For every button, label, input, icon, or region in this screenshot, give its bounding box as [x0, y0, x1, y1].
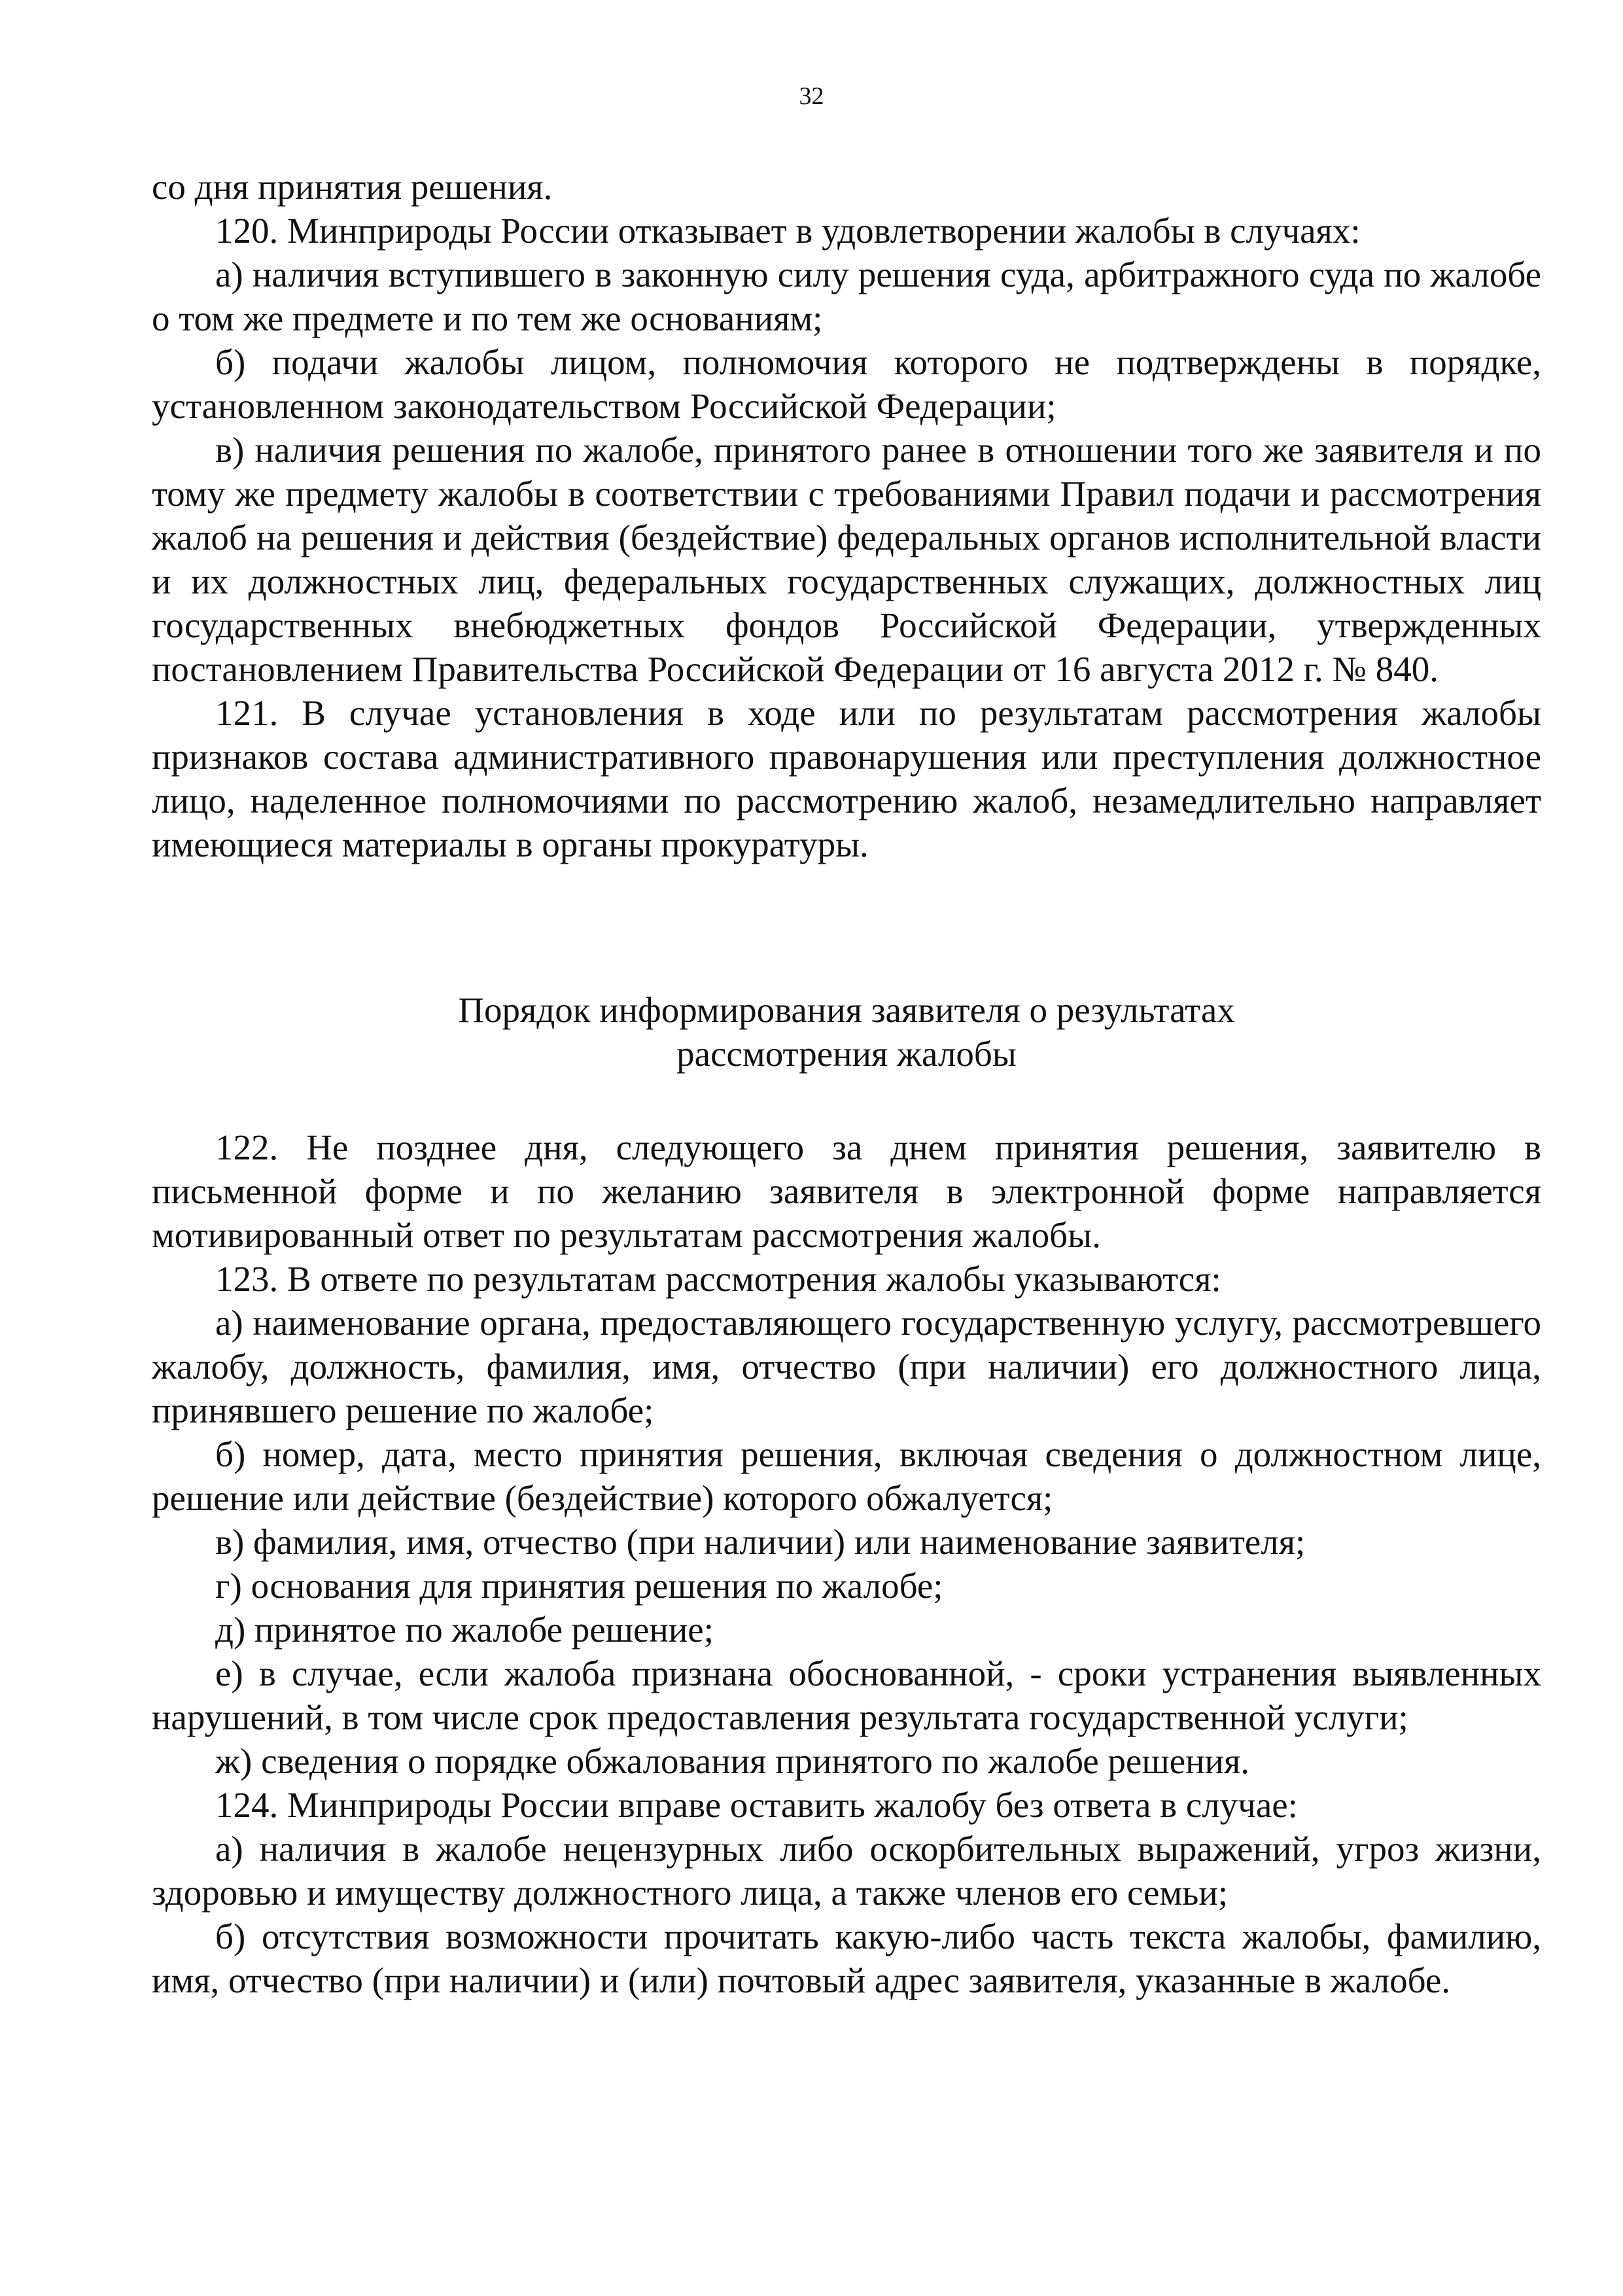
- paragraph-120: 120. Минприроды России отказывает в удовлетворении жалобы в случаях:: [215, 211, 1361, 251]
- paragraph-123: 123. В ответе по результатам рассмотрения жалобы указываются:: [215, 1259, 1221, 1299]
- paragraph-continuation: со дня принятия решения.: [152, 167, 553, 207]
- paragraph-123-v: в) фамилия, имя, отчество (при наличии) или наименование заявителя;: [215, 1522, 1306, 1562]
- paragraph-123-e: е) в случае, если жалоба признана обоснованной, - сроки устранения выявленных нарушений, в том числе срок предоставления результата государственной услуги;: [152, 1653, 1541, 1737]
- bottom-text-block: [152, 1125, 1541, 2002]
- paragraph-120-v: в) наличия решения по жалобе, принятого ранее в отношении того же заявителя и по тому же предмету жалобы в соответствии с требованиями Правил подачи и рассмотрения жалоб на решения и действия (бездействие) федеральных органов исполнительной власти и их должностных лиц, федеральных государственных служащих, должностных лиц государственных внебюджетных фондов Российской Федерации, утвержденных постановлением Правительства Российской Федерации от 16 августа 2012 г. № 840.: [152, 430, 1541, 689]
- section-heading-line-1: Порядок информирования заявителя о результатах: [458, 990, 1235, 1030]
- paragraph-123-b: б) номер, дата, место принятия решения, включая сведения о должностном лице, решение или действие (бездействие) которого обжалуется;: [152, 1434, 1541, 1518]
- paragraph-121: 121. В случае установления в ходе или по результатам рассмотрения жалобы признаков состава административного правонарушения или преступления должностное лицо, наделенное полномочиями по рассмотрению жалоб, незамедлительно направляет имеющиеся материалы в органы прокуратуры.: [152, 693, 1541, 864]
- paragraph-123-a: а) наименование органа, предоставляющего государственную услугу, рассмотревшего жалобу, должность, фамилия, имя, отчество (при наличии) его должностного лица, принявшего решение по жалобе;: [152, 1303, 1541, 1430]
- section-heading-line-2: рассмотрения жалобы: [676, 1034, 1017, 1074]
- paragraph-120-a: а) наличия вступившего в законную силу решения суда, арбитражного суда по жалобе о том же предмете и по тем же основаниям;: [152, 255, 1541, 338]
- top-text-block: [152, 165, 1541, 866]
- paragraph-124-a: а) наличия в жалобе нецензурных либо оскорбительных выражений, угроз жизни, здоровью и имуществу должностного лица, а также членов его семьи;: [152, 1829, 1541, 1913]
- paragraph-124-b: б) отсутствия возможности прочитать какую-либо часть текста жалобы, фамилию, имя, отчество (при наличии) и (или) почтовый адрес заявителя, указанные в жалобе.: [152, 1916, 1541, 2000]
- paragraph-120-b: б) подачи жалобы лицом, полномочия которого не подтверждены в порядке, установленном законодательством Российской Федерации;: [152, 342, 1541, 426]
- paragraph-123-d: д) принятое по жалобе решение;: [215, 1610, 714, 1650]
- paragraph-124: 124. Минприроды России вправе оставить жалобу без ответа в случае:: [215, 1785, 1298, 1825]
- paragraph-122: 122. Не позднее дня, следующего за днем принятия решения, заявителю в письменной форме и по желанию заявителя в электронной форме направляется мотивированный ответ по результатам рассмотрения жалобы.: [152, 1127, 1541, 1255]
- page-number: 32: [799, 82, 824, 110]
- section-heading: [152, 988, 1541, 1076]
- paragraph-123-zh: ж) сведения о порядке обжалования принятого по жалобе решения.: [215, 1741, 1250, 1781]
- paragraph-123-g: г) основания для принятия решения по жалобе;: [215, 1566, 943, 1606]
